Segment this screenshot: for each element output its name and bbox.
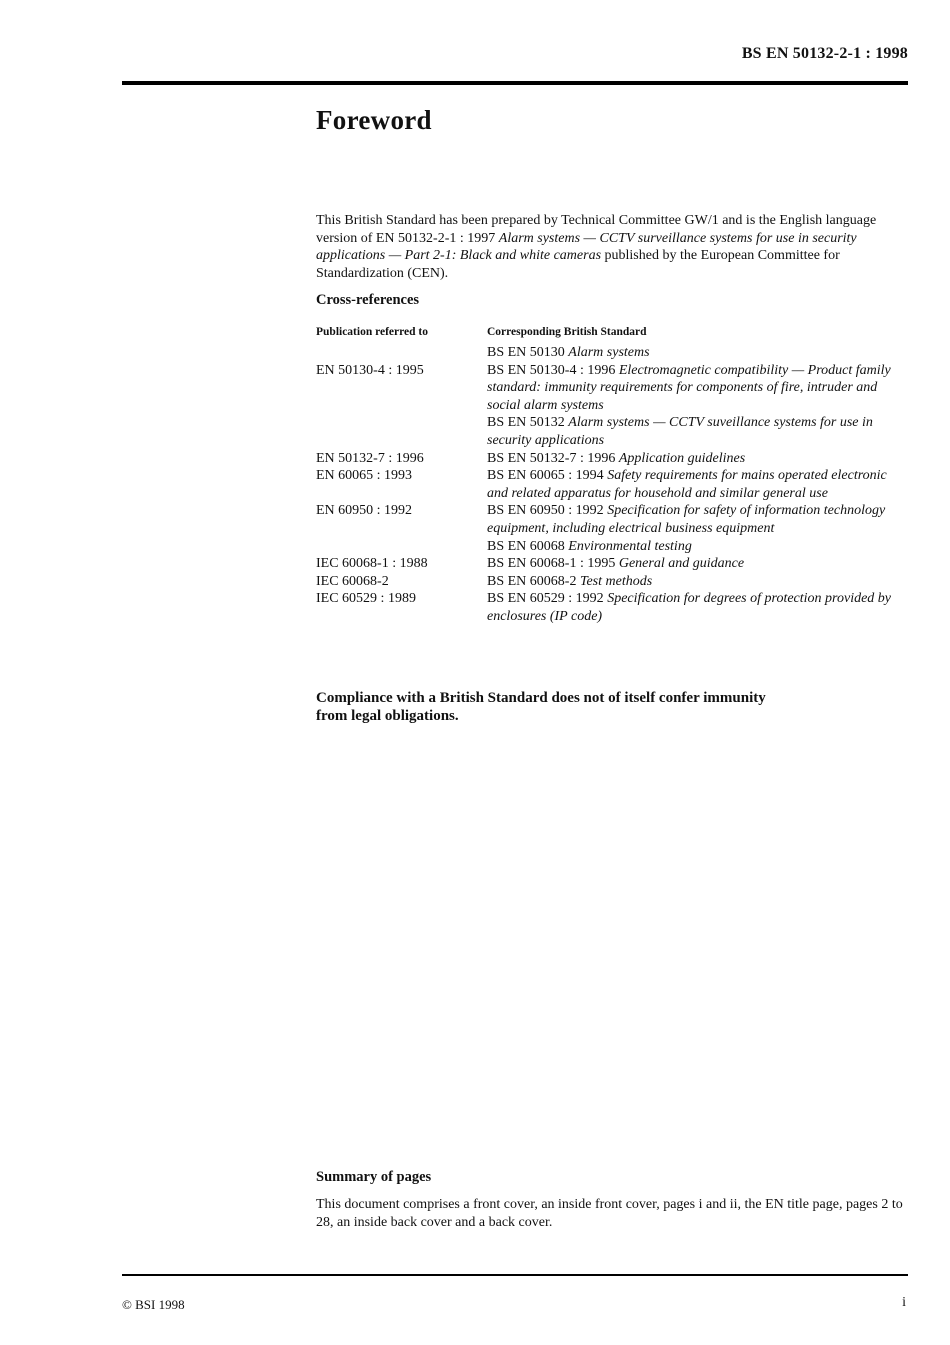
- standard-number: BS EN 50130-4 : 1996: [487, 362, 619, 378]
- standard-title: Electromagnetic compatibility — Product family standard: immunity requirements for components of fire, intruder and social alarm systems: [487, 362, 891, 413]
- table-row: [316, 467, 908, 502]
- standard-cell: [487, 362, 908, 415]
- standard-cell: [487, 467, 908, 502]
- table-row: [316, 362, 908, 415]
- standard-title: Safety requirements for mains operated electronic and related apparatus for household and similar general use: [487, 468, 887, 501]
- publication-cell: EN 60065 : 1993: [316, 468, 413, 484]
- standard-title: Alarm systems — CCTV suveillance systems for use in security applications: [487, 415, 873, 448]
- cross-references-table: [316, 325, 908, 626]
- intro-text-before: This British Standard has been prepared by Technical Committee GW/1 and is the English language version of EN 50132-2-1 : 1997: [316, 213, 877, 246]
- standard-cell: [487, 555, 908, 573]
- standard-title: Specification for degrees of protection provided by enclosures (IP code): [487, 591, 892, 624]
- page-title: Foreword: [316, 105, 432, 135]
- standard-title: Application guidelines: [618, 450, 746, 466]
- standard-number: BS EN 60065 : 1994: [487, 468, 608, 484]
- compliance-line: Compliance with a British Standard does not of itself confer immunity: [316, 690, 766, 706]
- standard-cell: [487, 590, 908, 625]
- publication-cell: [316, 538, 487, 556]
- compliance-line: from legal obligations.: [316, 708, 459, 725]
- document-reference: BS EN 50132-2-1 : 1998: [741, 45, 908, 62]
- standard-title: General and guidance: [618, 556, 745, 572]
- column-header-standard: Corresponding British Standard: [487, 326, 647, 338]
- publication-cell: IEC 60068-1 : 1988: [316, 556, 428, 572]
- standard-title: Test methods: [579, 573, 653, 589]
- table-row: [316, 555, 908, 573]
- intro-text-after: published by the European Committee for Standardization (CEN).: [316, 248, 840, 281]
- publication-cell: EN 50132-7 : 1996: [316, 450, 424, 466]
- standard-cell: [487, 573, 908, 591]
- standard-number: BS EN 60068-1 : 1995: [487, 556, 619, 572]
- table-row: [316, 538, 908, 556]
- footer-rule: [122, 1274, 908, 1276]
- table-row: [316, 502, 908, 537]
- standard-cell: [487, 414, 908, 449]
- table-row: [316, 590, 908, 625]
- compliance-statement: [316, 689, 896, 725]
- table-header-row: [316, 325, 908, 339]
- standard-title: Alarm systems: [568, 345, 650, 360]
- intro-text-italic: Alarm systems — CCTV surveillance systems for use in security applications — Part 2-1: Black and white cameras: [316, 230, 857, 264]
- intro-paragraph: [316, 212, 908, 282]
- publication-cell: IEC 60529 : 1989: [316, 591, 416, 607]
- cross-references-heading: Cross-references: [316, 292, 420, 308]
- standard-number: BS EN 60068-2: [487, 573, 580, 589]
- page-number: i: [902, 1295, 906, 1310]
- table-row: [316, 450, 908, 468]
- publication-cell: [316, 414, 487, 449]
- standard-cell: [487, 538, 908, 556]
- standard-number: BS EN 60068: [487, 538, 569, 554]
- standard-title: Specification for safety of information technology equipment, including electrical business equipment: [487, 503, 886, 536]
- standard-number: BS EN 60950 : 1992: [487, 503, 608, 519]
- summary-heading: Summary of pages: [316, 1169, 432, 1185]
- publication-cell: EN 50130-4 : 1995: [316, 362, 424, 378]
- publication-cell: [316, 344, 487, 362]
- standard-title: Environmental testing: [568, 538, 692, 554]
- standard-number: BS EN 50132: [487, 415, 569, 431]
- table-row: [316, 573, 908, 591]
- standard-cell: [487, 344, 908, 362]
- copyright-notice: © BSI 1998: [122, 1297, 185, 1312]
- standard-cell: [487, 450, 908, 468]
- table-row: [316, 414, 908, 449]
- standard-number: BS EN 50132-7 : 1996: [487, 450, 619, 466]
- header-rule: [122, 81, 908, 85]
- standard-cell: [487, 502, 908, 537]
- standard-number: BS EN 60529 : 1992: [487, 591, 608, 607]
- table-row: [316, 344, 908, 362]
- publication-cell: IEC 60068-2: [316, 573, 389, 589]
- summary-paragraph: This document comprises a front cover, an inside front cover, pages i and ii, the EN title page, pages 2 to 28, an inside back cover and a back cover.: [316, 1197, 903, 1230]
- column-header-publication: Publication referred to: [316, 326, 428, 338]
- standard-number: BS EN 50130: [487, 345, 569, 360]
- publication-cell: EN 60950 : 1992: [316, 503, 413, 519]
